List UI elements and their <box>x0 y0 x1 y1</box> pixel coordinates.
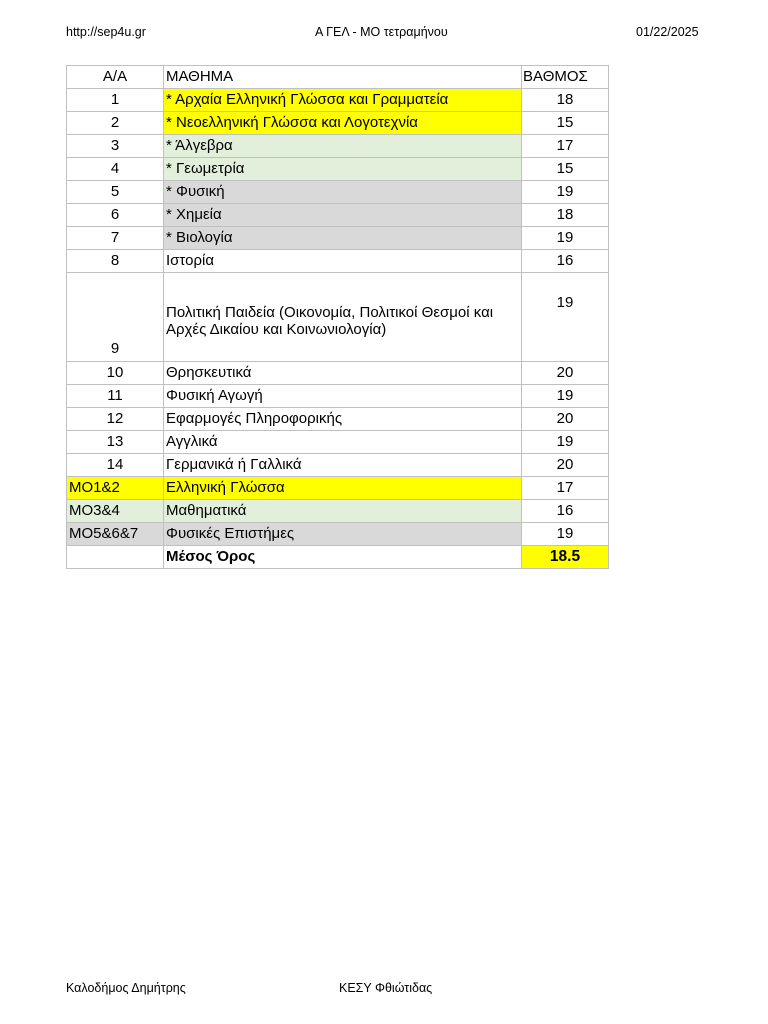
header-title: Α ΓΕΛ - ΜΟ τετραμήνου <box>315 25 448 39</box>
table-row <box>67 227 609 250</box>
row-grade: 18 <box>522 89 609 112</box>
average-row <box>67 546 609 569</box>
table-row <box>67 158 609 181</box>
row-grade: 17 <box>522 135 609 158</box>
row-grade: 19 <box>522 181 609 204</box>
row-subject: Εφαρμογές Πληροφορικής <box>164 408 522 431</box>
table-row <box>67 385 609 408</box>
average-empty-cell <box>67 546 164 569</box>
row-number: 7 <box>67 227 164 250</box>
column-header-subject: ΜΑΘΗΜΑ <box>164 66 522 89</box>
summary-row <box>67 523 609 546</box>
row-number: 8 <box>67 250 164 273</box>
row-subject: Αγγλικά <box>164 431 522 454</box>
row-grade: 19 <box>522 227 609 250</box>
table-row <box>67 362 609 385</box>
row-subject: Φυσική Αγωγή <box>164 385 522 408</box>
row-number: 3 <box>67 135 164 158</box>
row-number: 2 <box>67 112 164 135</box>
row-subject: * Βιολογία <box>164 227 522 250</box>
summary-subject: Μαθηματικά <box>164 500 522 523</box>
summary-grade: 16 <box>522 500 609 523</box>
header-url: http://sep4u.gr <box>66 25 146 39</box>
row-number: 5 <box>67 181 164 204</box>
row-number: 14 <box>67 454 164 477</box>
table-row <box>67 431 609 454</box>
summary-grade: 19 <box>522 523 609 546</box>
summary-code: ΜΟ1&2 <box>67 477 164 500</box>
row-grade: 20 <box>522 408 609 431</box>
row-subject: * Γεωμετρία <box>164 158 522 181</box>
table-row <box>67 408 609 431</box>
summary-code: ΜΟ5&6&7 <box>67 523 164 546</box>
summary-grade: 17 <box>522 477 609 500</box>
footer-office: ΚΕΣΥ Φθιώτιδας <box>339 981 433 995</box>
row-subject: * Αρχαία Ελληνική Γλώσσα και Γραμματεία <box>164 89 522 112</box>
footer-author: Καλοδήμος Δημήτρης <box>66 981 186 995</box>
row-grade: 18 <box>522 204 609 227</box>
table-row <box>67 112 609 135</box>
table-row <box>67 273 609 362</box>
row-grade: 15 <box>522 112 609 135</box>
grades-table <box>66 65 609 569</box>
table-row <box>67 204 609 227</box>
row-grade: 19 <box>522 431 609 454</box>
table-row <box>67 135 609 158</box>
row-number: 6 <box>67 204 164 227</box>
row-number: 10 <box>67 362 164 385</box>
row-grade: 20 <box>522 362 609 385</box>
row-subject: Πολιτική Παιδεία (Οικονομία, Πολιτικοί Θεσμοί και Αρχές Δικαίου και Κοινωνιολογία) <box>164 273 522 362</box>
row-subject: * Φυσική <box>164 181 522 204</box>
row-subject: * Άλγεβρα <box>164 135 522 158</box>
row-grade: 20 <box>522 454 609 477</box>
summary-code: ΜΟ3&4 <box>67 500 164 523</box>
summary-subject: Φυσικές Επιστήμες <box>164 523 522 546</box>
row-subject: Θρησκευτικά <box>164 362 522 385</box>
row-grade: 19 <box>522 385 609 408</box>
row-subject: * Νεοελληνική Γλώσσα και Λογοτεχνία <box>164 112 522 135</box>
column-header-grade: ΒΑΘΜΟΣ <box>522 66 609 89</box>
row-grade: 19 <box>522 273 609 362</box>
average-label: Μέσος Όρος <box>164 546 522 569</box>
table-row <box>67 250 609 273</box>
row-number: 12 <box>67 408 164 431</box>
table-row <box>67 89 609 112</box>
row-subject: Ιστορία <box>164 250 522 273</box>
row-number: 13 <box>67 431 164 454</box>
table-row <box>67 181 609 204</box>
row-number: 11 <box>67 385 164 408</box>
row-grade: 16 <box>522 250 609 273</box>
row-number: 9 <box>67 273 164 362</box>
row-subject: Γερμανικά ή Γαλλικά <box>164 454 522 477</box>
row-subject: * Χημεία <box>164 204 522 227</box>
summary-subject: Ελληνική Γλώσσα <box>164 477 522 500</box>
row-number: 1 <box>67 89 164 112</box>
summary-row <box>67 477 609 500</box>
row-grade: 15 <box>522 158 609 181</box>
column-header-number: Α/Α <box>67 66 164 89</box>
row-number: 4 <box>67 158 164 181</box>
summary-row <box>67 500 609 523</box>
table-header-row <box>67 66 609 89</box>
average-value: 18.5 <box>522 546 609 569</box>
header-date: 01/22/2025 <box>636 25 699 39</box>
table-row <box>67 454 609 477</box>
